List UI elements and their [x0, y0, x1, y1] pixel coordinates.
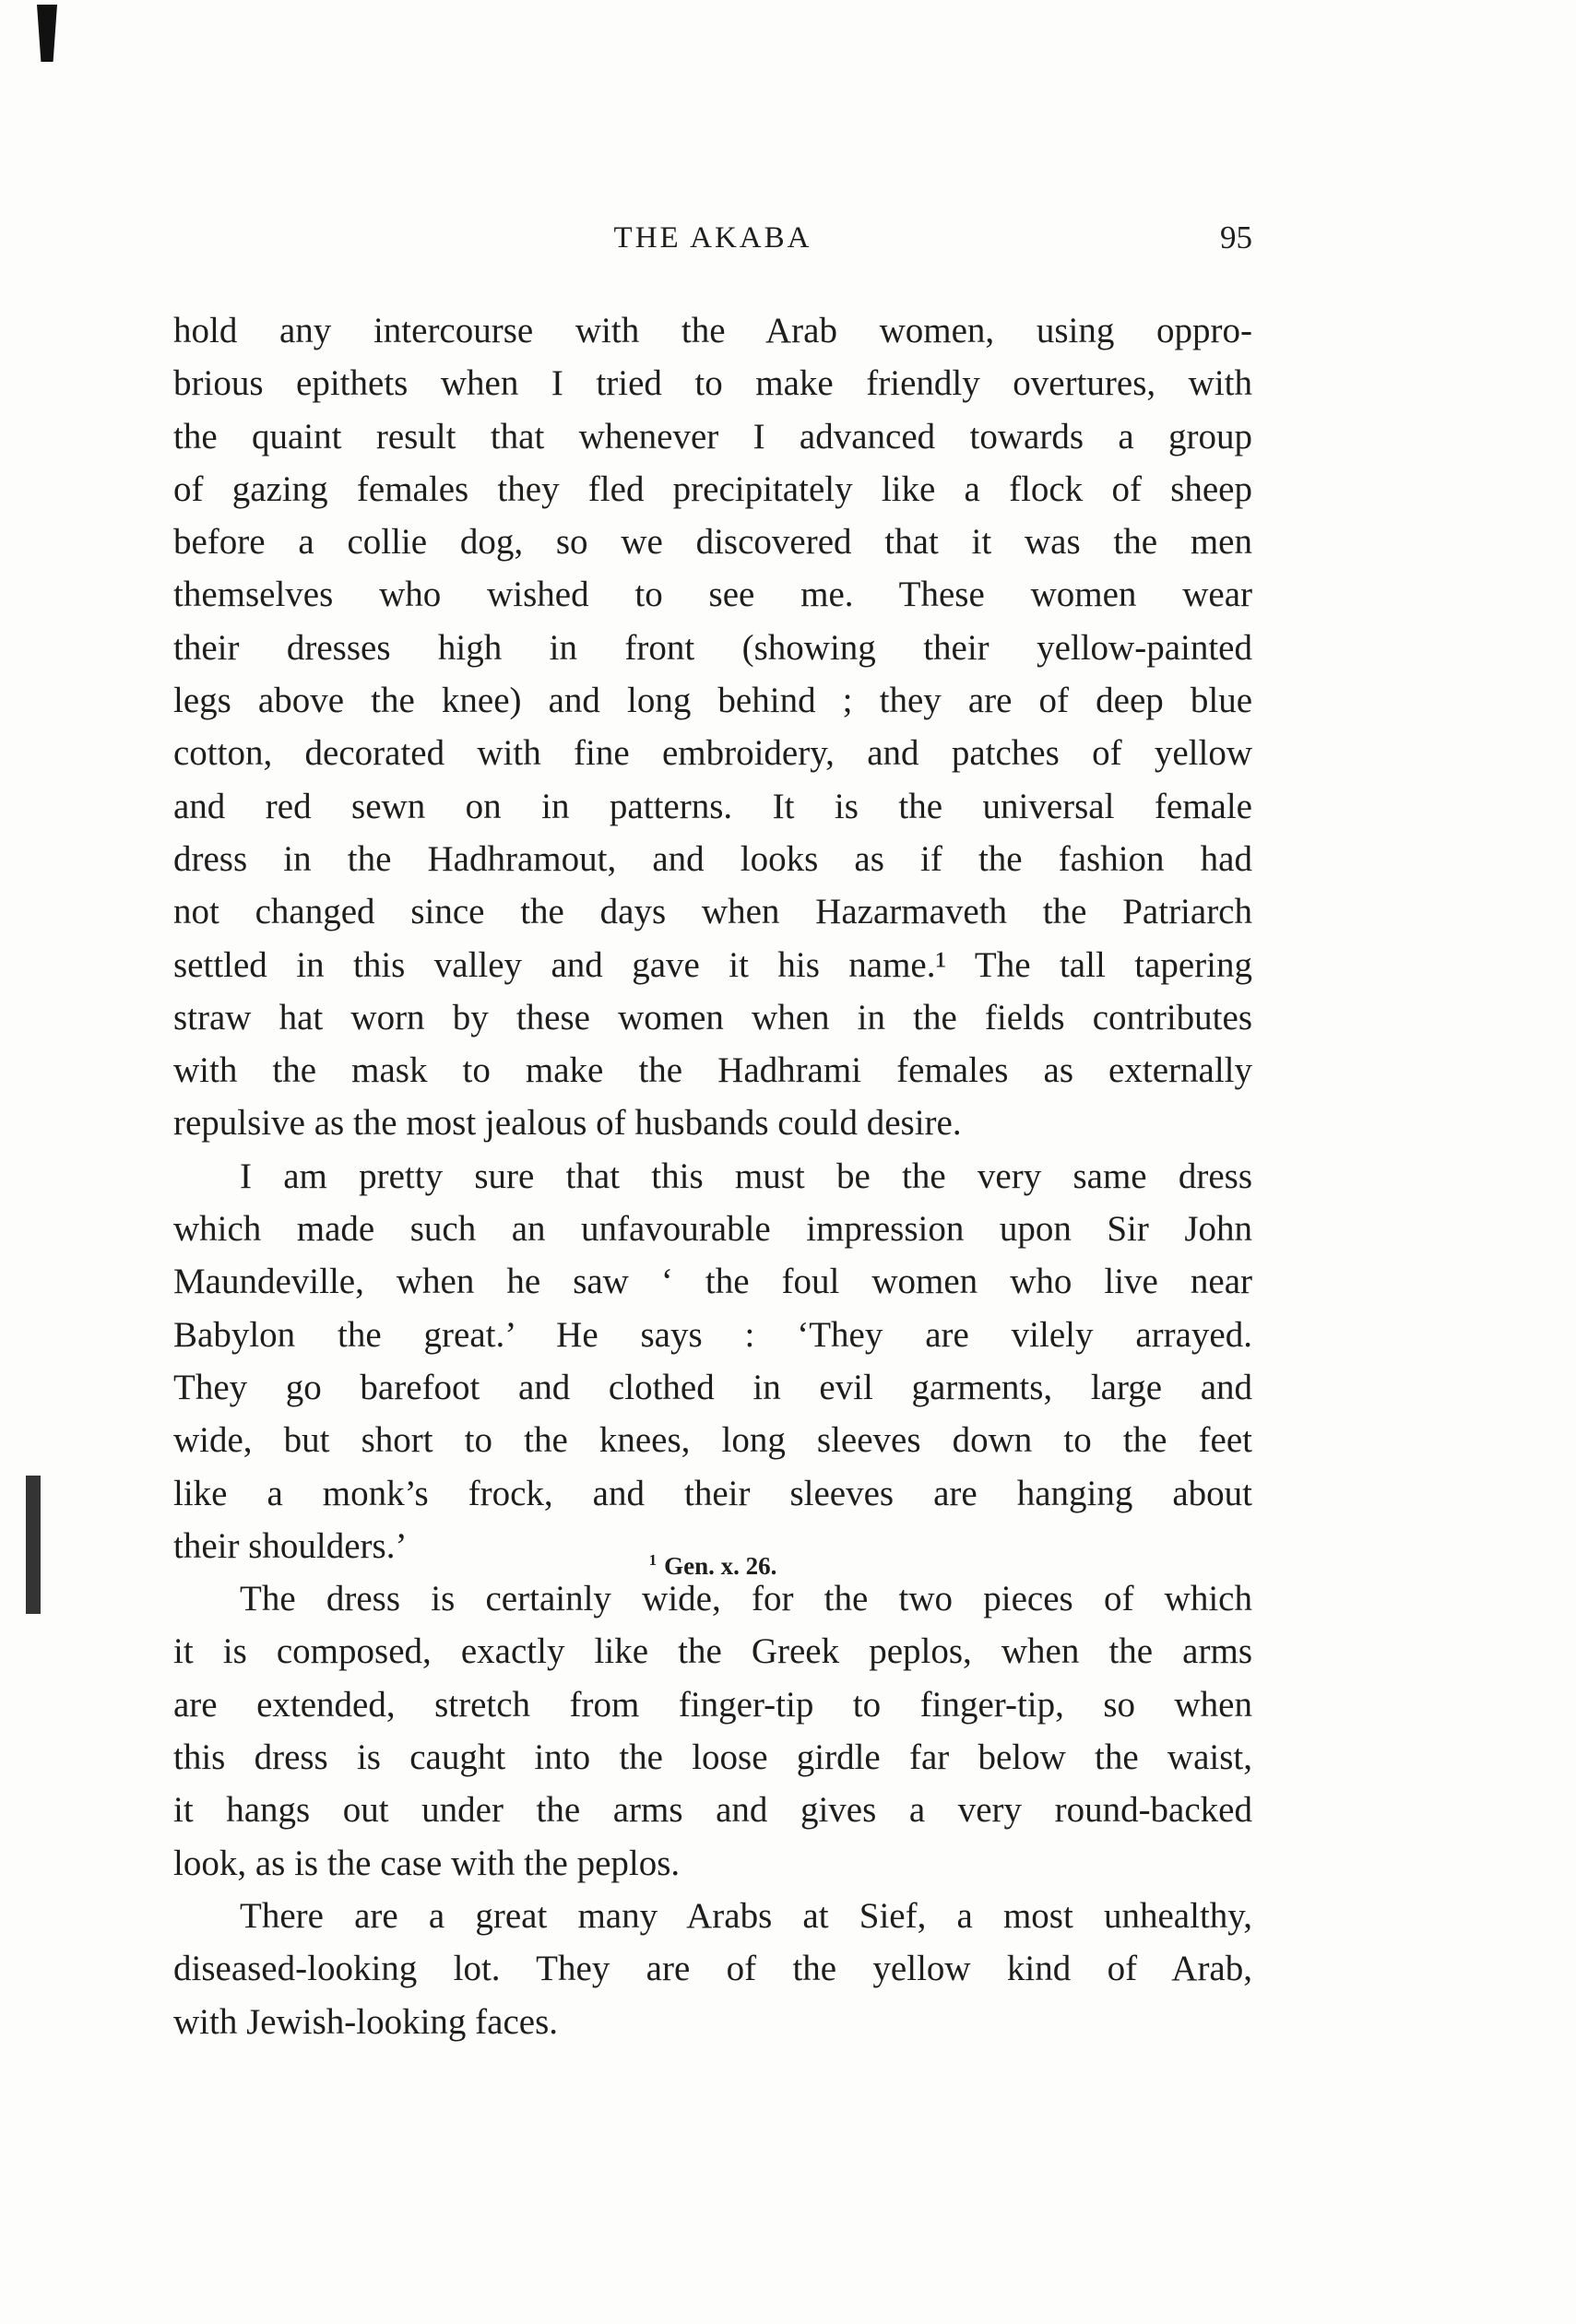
paragraph-1 — [173, 304, 1252, 1150]
text-line: straw hat worn by these women when in the fields contributes — [173, 997, 1252, 1038]
page-header — [173, 210, 1252, 266]
paragraph-3 — [173, 1572, 1252, 1890]
text-line: I am pretty sure that this must be the very same dress — [240, 1156, 1252, 1196]
page-number: 95 — [1220, 219, 1252, 255]
paragraph-2 — [173, 1150, 1252, 1572]
text-line: dress in the Hadhramout, and looks as if the fashion had — [173, 838, 1252, 879]
text-line: with Jewish-looking faces. — [173, 2001, 559, 2042]
scan-mark-left-edge — [26, 1476, 41, 1614]
text-line: legs above the knee) and long behind ; they are of deep blue — [173, 681, 1252, 721]
text-line: and red sewn on in patterns. It is the universal female — [173, 786, 1252, 826]
text-line: brious epithets when I tried to make friendly overtures, with — [173, 363, 1252, 404]
text-line: They go barefoot and clothed in evil garments, large and — [173, 1367, 1252, 1407]
text-line: with the mask to make the Hadhrami females as externally — [173, 1050, 1252, 1091]
text-line: The dress is certainly wide, for the two pieces of which — [240, 1579, 1252, 1619]
body-text — [173, 304, 1252, 2048]
text-line: not changed since the days when Hazarmaveth the Patriarch — [173, 892, 1252, 932]
text-line: diseased-looking lot. They are of the yellow kind of Arab, — [173, 1949, 1252, 1989]
text-line: which made such an unfavourable impression upon Sir John — [173, 1209, 1252, 1250]
text-line: Babylon the great.’ He says : ‘They are vilely arrayed. — [173, 1314, 1252, 1355]
text-line: their dresses high in front (showing their yellow-painted — [173, 627, 1252, 668]
text-line: the quaint result that whenever I advanced towards a group — [173, 416, 1252, 456]
text-line: look, as is the case with the peplos. — [173, 1843, 681, 1883]
footnote-text: Gen. x. 26. — [664, 1552, 777, 1580]
text-line: of gazing females they fled precipitately like a flock of sheep — [173, 468, 1252, 509]
text-line: are extended, stretch from finger-tip to finger-tip, so when — [173, 1684, 1252, 1725]
text-line: before a collie dog, so we discovered that it was the men — [173, 522, 1252, 563]
text-line: settled in this valley and gave it his name.¹ The tall tapering — [173, 944, 1252, 985]
text-line: their shoulders.’ — [173, 1525, 408, 1566]
text-line: it is composed, exactly like the Greek peplos, when the arms — [173, 1631, 1252, 1672]
text-line: Maundeville, when he saw ‘ the foul women who live near — [173, 1262, 1252, 1302]
paragraph-4 — [173, 1890, 1252, 2048]
footnote-marker: 1 — [648, 1551, 658, 1569]
text-line: hold any intercourse with the Arab women, using oppro- — [173, 311, 1252, 350]
text-line: There are a great many Arabs at Sief, a most unhealthy, — [240, 1895, 1252, 1936]
running-title: THE AKABA — [613, 221, 812, 255]
text-line: wide, but short to the knees, long sleeves down to the feet — [173, 1420, 1252, 1461]
text-line: like a monk’s frock, and their sleeves are hanging about — [173, 1473, 1252, 1513]
footnote — [173, 1551, 1252, 1581]
text-line: it hangs out under the arms and gives a very round-backed — [173, 1790, 1252, 1831]
text-line: repulsive as the most jealous of husbands could desire. — [173, 1103, 962, 1144]
scan-mark-top-left — [37, 5, 57, 62]
text-line: themselves who wished to see me. These women wear — [173, 575, 1252, 615]
text-line: cotton, decorated with fine embroidery, and patches of yellow — [173, 733, 1252, 774]
text-line: this dress is caught into the loose girdle far below the waist, — [173, 1737, 1252, 1778]
